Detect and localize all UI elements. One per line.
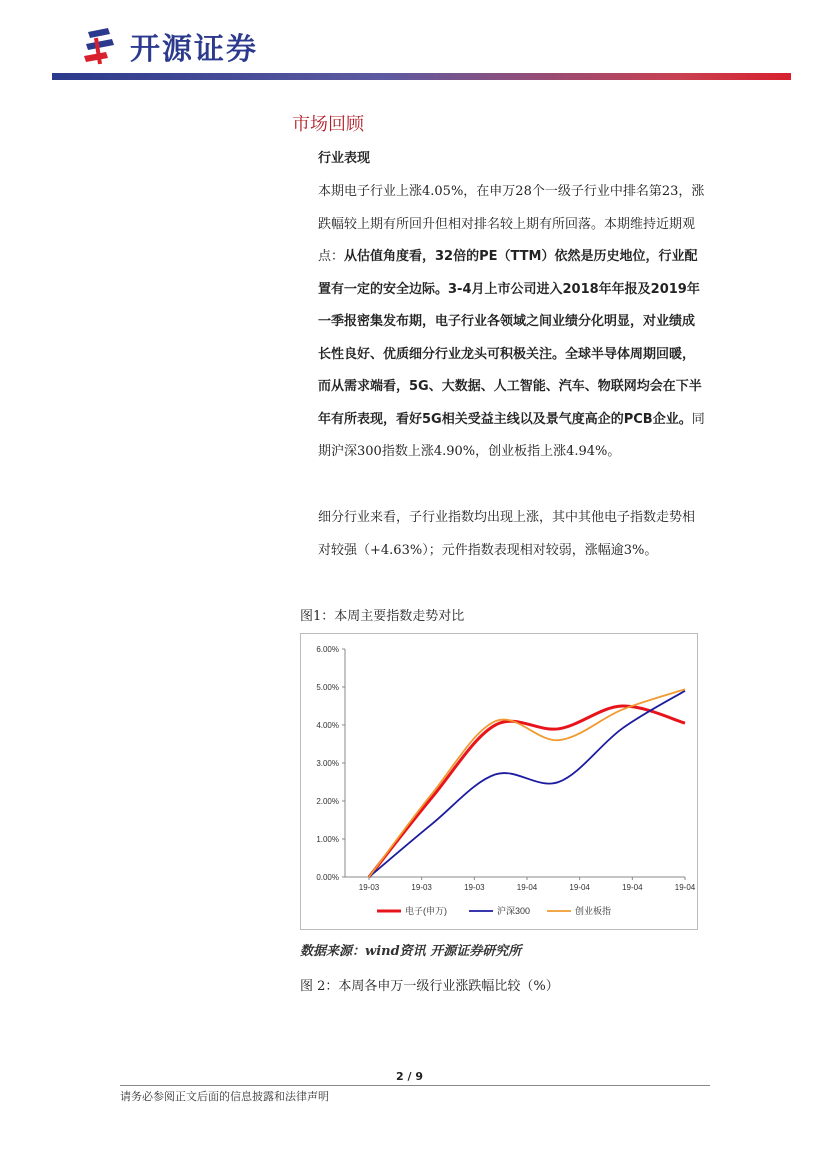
section-title: 市场回顾 <box>292 114 364 135</box>
p1-text-bold: 从估值角度看，32倍的PE（TTM）依然是历史地位，行业配置有一定的安全边际。3-4月上市公司进入2018年年报及2019年一季报密集发布期，电子行业各领域之间业绩分化明显，对业绩成长性良好、优质细分行业龙头可积极关注。全球半导体周期回暖，而从需求端看，5G、大数据、人工智能、汽车、物联网均会在下半年有所表现，看好5G相关受益主线以及景气度高企的PCB企业。 <box>318 249 702 427</box>
series-line-2 <box>369 691 685 877</box>
y-tick-label: 5.00% <box>316 683 339 692</box>
industry-paragraph-2: 细分行业来看，子行业指数均出现上涨，其中其他电子指数走势相对较强（+4.63%）；元件指数表现相对较弱，涨幅逾3%。 <box>318 510 696 558</box>
y-tick-label: 6.00% <box>316 645 339 654</box>
series-line-1 <box>369 706 685 877</box>
figure2-caption: 图 2：本周各申万一级行业涨跌幅比较（%） <box>300 979 559 994</box>
p1-text-a: 本期电子行业上涨4.05%，在申万28个一级子行业中排名第23，涨跌幅较上期有所回升但相对排名较上期有所回落。本期维持近期观点： <box>318 184 705 264</box>
y-tick-label: 0.00% <box>316 873 339 882</box>
data-source: 数据来源：wind资讯 开源证券研究所 <box>300 944 522 959</box>
industry-heading: 行业表现 <box>318 151 371 166</box>
legend-label-1: 电子(申万) <box>405 906 447 916</box>
legend-label-2: 沪深300 <box>497 906 531 916</box>
company-logo <box>82 24 258 68</box>
x-tick-label: 19-04 <box>674 883 696 892</box>
x-tick-label: 19-04 <box>622 883 643 892</box>
y-tick-label: 3.00% <box>316 759 339 768</box>
index-trend-chart <box>300 633 698 930</box>
x-tick-label: 19-03 <box>464 883 485 892</box>
x-tick-label: 19-03 <box>358 883 380 892</box>
legend-label-3: 创业板指 <box>575 906 612 916</box>
y-tick-label: 1.00% <box>316 835 339 844</box>
footer-divider <box>120 1085 710 1086</box>
page-number: 2 / 9 <box>396 1070 423 1083</box>
p1-text-c: 同期沪深300指数上涨4.90%，创业板指上涨4.94%。 <box>318 411 705 459</box>
y-tick-label: 2.00% <box>316 797 339 806</box>
logo-text: 开源证券 <box>130 32 258 67</box>
logo-mark-icon <box>82 24 122 68</box>
x-tick-label: 19-04 <box>569 883 590 892</box>
footer-disclaimer: 请务必参阅正文后面的信息披露和法律声明 <box>120 1090 329 1103</box>
header-gradient-bar <box>52 73 791 80</box>
y-tick-label: 4.00% <box>316 721 339 730</box>
industry-paragraph-1 <box>318 176 706 469</box>
figure1-caption: 图1：本周主要指数走势对比 <box>300 609 465 624</box>
x-tick-label: 19-03 <box>411 883 432 892</box>
chart-svg <box>301 634 697 929</box>
x-tick-label: 19-04 <box>516 883 538 892</box>
